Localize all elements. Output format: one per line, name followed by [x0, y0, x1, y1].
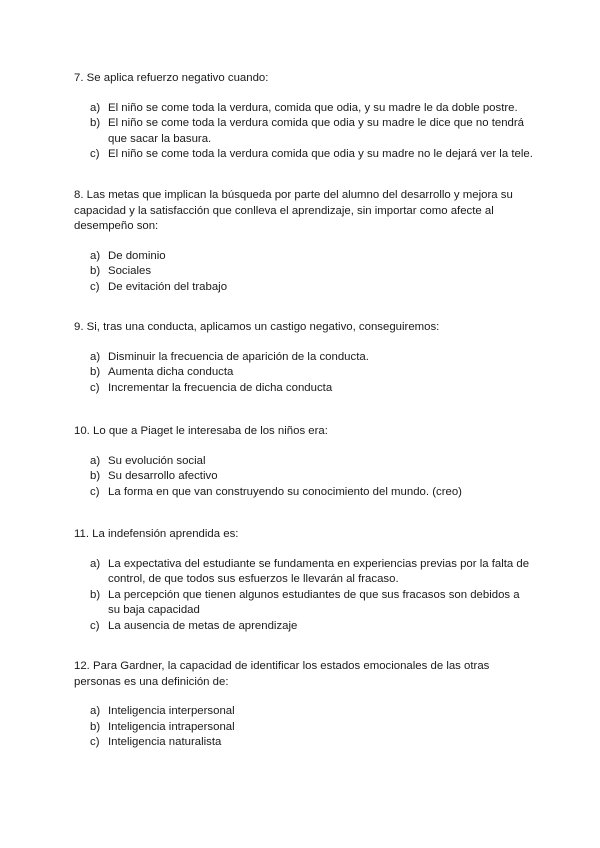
- option-a: [74, 454, 534, 470]
- option-letter: a): [90, 101, 101, 114]
- option-text: Incrementar la frecuencia de dicha conducta: [108, 381, 333, 394]
- option-text: La ausencia de metas de aprendizaje: [108, 619, 298, 632]
- option-c: [74, 619, 534, 635]
- option-text: Inteligencia naturalista: [108, 736, 222, 748]
- question-stem: 8. Las metas que implican la búsqueda por parte del alumno del desarrollo y mejora su capacidad y la satisfacción que conlleva el aprendizaje, sin importar como afecte al desempeño son:: [74, 189, 513, 232]
- option-c: [74, 485, 534, 501]
- question-stem: 10. Lo que a Piaget le interesaba de los niños era:: [74, 425, 328, 437]
- option-letter: b): [90, 366, 101, 378]
- option-text: Su evolución social: [108, 454, 206, 467]
- option-a: [74, 249, 534, 265]
- option-a: [74, 557, 534, 588]
- option-text: El niño se come toda la verdura, comida que odia, y su madre le da doble postre.: [108, 101, 518, 114]
- option-letter: c): [90, 280, 100, 293]
- option-a: [74, 101, 534, 117]
- option-letter: b): [90, 265, 101, 277]
- option-letter: b): [90, 470, 101, 482]
- option-letter: a): [90, 454, 101, 467]
- option-letter: c): [90, 485, 100, 498]
- question-10: [74, 424, 534, 500]
- option-letter: b): [90, 720, 101, 733]
- option-text: La expectativa del estudiante se fundamenta en experiencias previas por la falta de control, de que todos sus esfuerzos le llevarán al fracaso.: [108, 557, 530, 585]
- option-text: La percepción que tienen algunos estudiantes de que sus fracasos son debidos a su baja capacidad: [108, 588, 520, 616]
- option-text: La forma en que van construyendo su conocimiento del mundo. (creo): [108, 485, 462, 498]
- option-text: El niño se come toda la verdura comida que odia y su madre no le dejará ver la tele.: [108, 148, 533, 160]
- question-11: [74, 527, 534, 634]
- option-list: [74, 557, 534, 635]
- option-list: [74, 101, 534, 163]
- option-text: El niño se come toda la verdura comida que odia y su madre le dice que no tendrá que sacar la basura.: [108, 117, 525, 145]
- option-list: [74, 350, 534, 397]
- option-b: [74, 116, 534, 147]
- option-list: [74, 249, 534, 296]
- option-list: [74, 704, 534, 751]
- option-text: Aumenta dicha conducta: [108, 366, 234, 378]
- option-c: [74, 735, 534, 751]
- option-b: [74, 365, 534, 381]
- question-9: [74, 320, 534, 396]
- option-letter: b): [90, 588, 101, 601]
- option-text: Disminuir la frecuencia de aparición de la conducta.: [108, 350, 369, 363]
- option-letter: a): [90, 557, 101, 570]
- option-text: Su desarrollo afectivo: [108, 470, 218, 482]
- option-a: [74, 704, 534, 720]
- option-text: Sociales: [108, 265, 152, 277]
- option-text: Inteligencia intrapersonal: [108, 720, 235, 733]
- option-b: [74, 720, 534, 736]
- question-stem: 12. Para Gardner, la capacidad de identificar los estados emocionales de las otras personas es una definición de:: [74, 660, 490, 688]
- option-c: [74, 147, 534, 163]
- option-b: [74, 469, 534, 485]
- question-8: [74, 188, 534, 295]
- question-stem: 7. Se aplica refuerzo negativo cuando:: [74, 72, 269, 84]
- option-letter: a): [90, 249, 101, 262]
- option-letter: c): [90, 619, 100, 632]
- option-letter: a): [90, 350, 101, 363]
- option-c: [74, 381, 534, 397]
- option-letter: b): [90, 117, 101, 129]
- option-list: [74, 454, 534, 501]
- question-stem: 9. Si, tras una conducta, aplicamos un castigo negativo, conseguiremos:: [74, 321, 440, 333]
- option-text: Inteligencia interpersonal: [108, 705, 235, 717]
- option-c: [74, 280, 534, 296]
- option-b: [74, 588, 534, 619]
- question-12: [74, 659, 534, 751]
- option-a: [74, 350, 534, 366]
- option-letter: a): [90, 705, 101, 717]
- option-letter: c): [90, 736, 100, 748]
- option-letter: c): [90, 381, 100, 394]
- option-letter: c): [90, 148, 100, 160]
- question-7: [74, 71, 534, 163]
- option-text: De dominio: [108, 249, 166, 262]
- option-text: De evitación del trabajo: [108, 280, 228, 293]
- question-stem: 11. La indefensión aprendida es:: [74, 528, 239, 540]
- option-b: [74, 264, 534, 280]
